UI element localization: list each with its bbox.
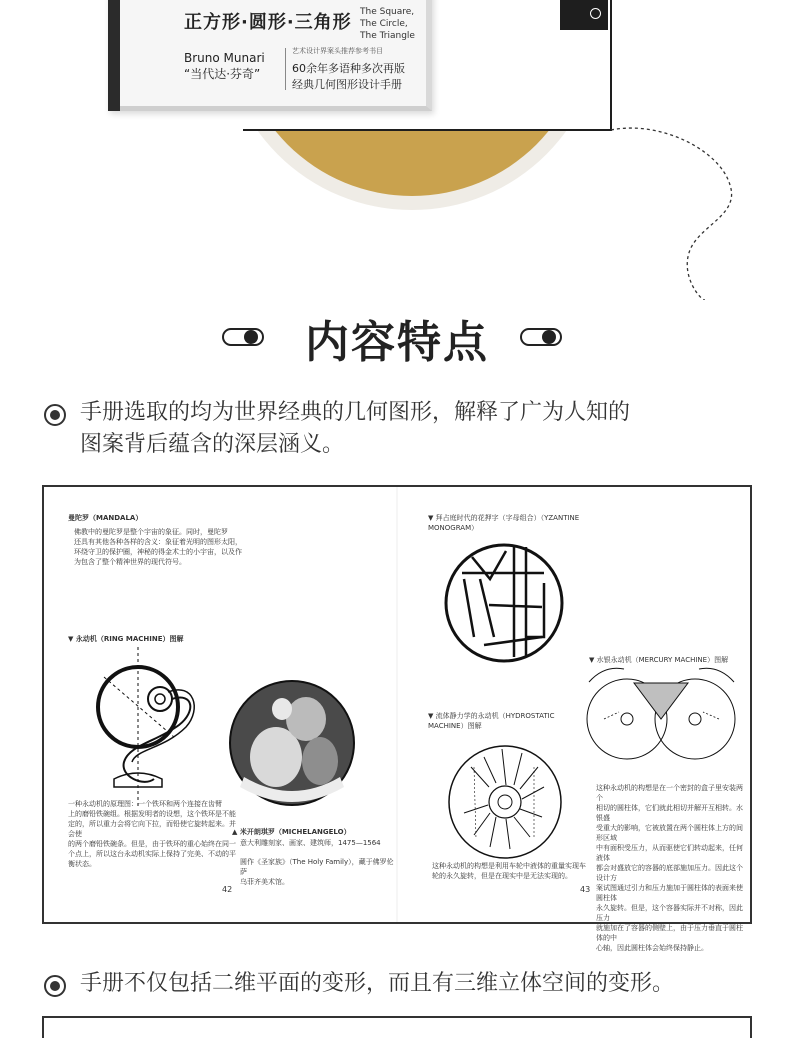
book-subtitle-1: 60余年多语种多次再版	[292, 62, 405, 75]
text-line: 轮的永久旋转，但是在现实中是无法实现的。	[432, 872, 572, 880]
ring-machine-drawing	[98, 647, 194, 807]
text-line: 这种永动机的构想是在一个密封的盒子里安装两个	[596, 784, 743, 802]
text-line: 个点上，所以这台永动机实际上保持了完美、不动的平	[68, 850, 236, 858]
text-line: 中有面积受压力，从而驱使它们转动起来，任何液体	[596, 844, 743, 862]
text-line: 受重大的影响，它被放置在两个圆柱体上方的间形区域	[596, 824, 743, 842]
mercury-machine-drawing	[587, 668, 735, 759]
title-en-line: The Triangle	[360, 31, 415, 41]
title-en-line: The Circle,	[360, 19, 408, 29]
michelangelo-sub: 意大利雕刻家、画家、建筑师，1475—1564	[240, 839, 381, 847]
book-title-en	[360, 6, 440, 42]
mandala-title: 曼陀罗（MANDALA）	[68, 514, 143, 522]
text-line: 上的磨铅铁碗组。根据发明者的设想，这个铁环是不能	[68, 810, 236, 818]
page-number-left: 42	[222, 885, 233, 894]
text-line: ▼ 流体静力学的永动机（HYDROSTATIC	[428, 712, 555, 720]
book-author	[184, 50, 265, 82]
bullet-dot-icon	[50, 410, 60, 420]
hydro-caption	[428, 711, 555, 731]
text-line: 还具有其他各种各样的含义：象征着光明的图形太阳，	[74, 538, 242, 546]
text-line: MONOGRAM）	[428, 524, 479, 532]
book-spread	[42, 485, 752, 952]
section-title: 内容特点	[305, 317, 489, 368]
toggle-knob-icon	[244, 330, 258, 344]
book-spine	[108, 0, 120, 111]
text-line: 衡状态。	[68, 860, 96, 868]
text-line: 乌菲齐美术馆。	[240, 878, 289, 886]
text-line: 就施加在了容器的侧壁上，由于压力垂直于圆柱体的中	[596, 924, 743, 942]
text-line: 心轴，因此圆柱体会始终保持静止。	[596, 944, 708, 952]
text-line: 的两个磨铅铁碗条。但是，由于铁环的重心始终在同一	[68, 840, 236, 848]
text-line: 佛教中的曼陀罗是整个宇宙的象征。同时，曼陀罗	[74, 528, 228, 536]
holy-family-text	[240, 857, 400, 887]
text-line: 案试图通过引力和压力施加于圆柱体的表面来使圆柱体	[596, 884, 743, 902]
feature-line: 图案背后蕴含的深层涵义。	[80, 432, 345, 457]
text-line: 这种永动机的构想是利用车轮中液体的重量实现车	[432, 862, 586, 870]
byzantine-monogram	[446, 545, 562, 661]
book-title: 正方形·圆形·三角形	[184, 12, 352, 33]
text-line: 圆作《圣家族》（The Holy Family），藏于佛罗伦萨	[240, 858, 394, 876]
ring-caption: ▼ 永动机（RING MACHINE）图解	[68, 635, 184, 643]
toggle-knob-icon	[542, 330, 556, 344]
bullet-dot-icon	[50, 981, 60, 991]
author-en: Bruno Munari	[184, 51, 265, 65]
text-line: 为包含了整个精神世界的现代符号。	[74, 558, 186, 566]
next-spread-edge	[42, 1016, 752, 1038]
holy-family-tondo	[230, 681, 354, 805]
dashed-curve	[611, 128, 732, 300]
hydro-text	[432, 861, 592, 881]
page-number-right: 43	[580, 885, 591, 894]
title-en-line: The Square,	[360, 7, 415, 17]
michelangelo-caption: ▲ 米开朗琪罗（MICHELANGELO）	[232, 828, 351, 836]
square-badge	[560, 0, 608, 30]
feature-item	[80, 397, 760, 461]
text-line: MACHINE）图解	[428, 722, 482, 730]
mercury-text	[596, 783, 746, 953]
circle-icon	[590, 8, 601, 19]
author-cn: “当代达·芬奇”	[184, 67, 261, 81]
text-line: 相切的圆柱体，它们就此相切并解开互相转。水银盛	[596, 804, 743, 822]
feature-line: 手册选取的均为世界经典的几何图形，解释了广为人知的	[80, 400, 631, 425]
text-line: 环绕守卫的保护圈，神秘的得金术士的小宇宙，以及作	[74, 548, 242, 556]
cover-divider	[285, 48, 286, 90]
mercury-caption: ▼ 水银永动机（MERCURY MACHINE）图解	[589, 656, 729, 664]
book-subtitle-2: 经典几何图形设计手册	[292, 78, 402, 91]
text-line: 一种永动机的原理图：一个铁环和两个连接在齿臂	[68, 800, 222, 808]
text-line: 定的，所以重力会将它向下拉，而铅使它旋转起来。并会使	[68, 820, 236, 838]
text-line: ▼ 拜占庭时代的花押字（字母组合）（YZANTINE	[428, 514, 580, 522]
text-line: 永久旋转。但是，这个容器实际并不对称，因此压力	[596, 904, 743, 922]
book-series: 艺术设计界案头推荐参考书目	[292, 47, 383, 55]
feature-item	[80, 968, 780, 1000]
ring-text	[68, 799, 238, 869]
hero-banner	[0, 0, 790, 300]
feature-line: 手册不仅包括二维平面的变形，而且有三维立体空间的变形。	[80, 971, 675, 996]
text-line: 都会对盛放它的容器的底部施加压力。因此这个设计方	[596, 864, 743, 882]
hydrostatic-machine-drawing	[449, 746, 561, 858]
monogram-caption	[428, 513, 579, 533]
